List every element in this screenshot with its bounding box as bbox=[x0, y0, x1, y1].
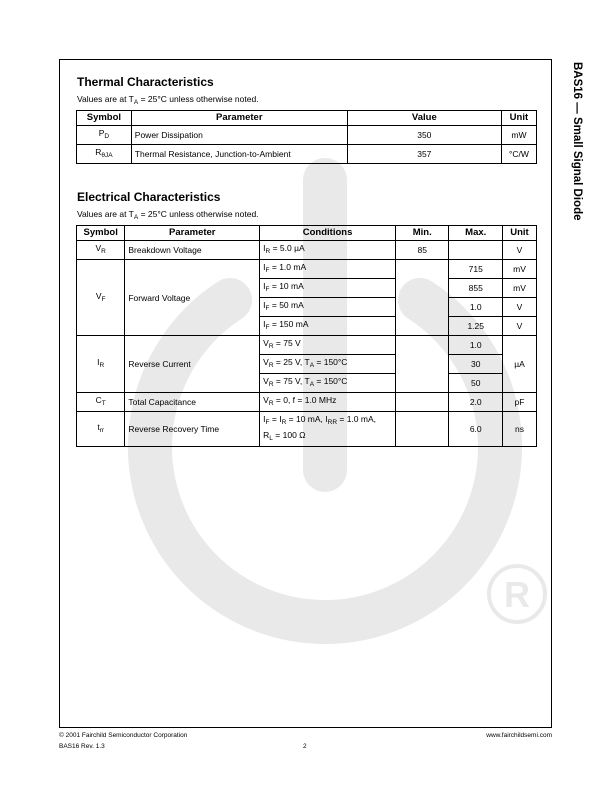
symbol-cell: $C_T$ bbox=[77, 393, 125, 412]
conditions-cell: $V_R = 25$ V, $T_A = 150^\circ C$ bbox=[260, 355, 396, 374]
col-min: Min. bbox=[395, 226, 449, 241]
min-cell bbox=[395, 336, 449, 393]
min-cell: 85 bbox=[395, 241, 449, 260]
max-cell: 715 bbox=[449, 260, 503, 279]
footer-page-number: 2 bbox=[303, 743, 307, 750]
conditions-cell: $I_R = 5.0$ µA bbox=[260, 241, 396, 260]
parameter-cell: Total Capacitance bbox=[125, 393, 260, 412]
col-parameter: Parameter bbox=[131, 111, 347, 126]
symbol-cell: $V_R$ bbox=[77, 241, 125, 260]
max-cell: 1.25 bbox=[449, 317, 503, 336]
thermal-note: Values are at $T_A = 25^\circ C$ unless otherwise noted. bbox=[77, 94, 259, 106]
symbol-cell: $R_{\theta JA}$ bbox=[77, 145, 132, 164]
unit-cell: °C/W bbox=[501, 145, 536, 164]
max-cell: 6.0 bbox=[449, 412, 503, 447]
footer-copyright: © 2001 Fairchild Semiconductor Corporation bbox=[59, 732, 188, 739]
symbol-cell: $V_F$ bbox=[77, 260, 125, 336]
svg-text:R: R bbox=[504, 574, 530, 615]
max-cell: 30 bbox=[449, 355, 503, 374]
symbol-cell: $t_{rr}$ bbox=[77, 412, 125, 447]
conditions-cell: $I_F = 50$ mA bbox=[260, 298, 396, 317]
conditions-cell: $V_R = 75$ V bbox=[260, 336, 396, 355]
parameter-cell: Thermal Resistance, Junction-to-Ambient bbox=[131, 145, 347, 164]
thermal-header-row bbox=[77, 111, 537, 126]
table-row bbox=[77, 126, 537, 145]
parameter-cell: Power Dissipation bbox=[131, 126, 347, 145]
conditions-cell: $I_F = 150$ mA bbox=[260, 317, 396, 336]
value-cell: 350 bbox=[347, 126, 501, 145]
conditions-cell: $I_F = 10$ mA bbox=[260, 279, 396, 298]
symbol-cell: $P_D$ bbox=[77, 126, 132, 145]
unit-cell: mW bbox=[501, 126, 536, 145]
col-symbol: Symbol bbox=[77, 111, 132, 126]
value-cell: 357 bbox=[347, 145, 501, 164]
electrical-title: Electrical Characteristics bbox=[77, 190, 221, 204]
unit-cell: mV bbox=[502, 260, 536, 279]
max-cell: 855 bbox=[449, 279, 503, 298]
col-symbol: Symbol bbox=[77, 226, 125, 241]
max-cell: 50 bbox=[449, 374, 503, 393]
unit-cell: V bbox=[502, 317, 536, 336]
footer-revision: BAS16 Rev. 1.3 bbox=[59, 743, 105, 750]
footer-website-link[interactable]: www.fairchildsemi.com bbox=[486, 732, 552, 739]
col-max: Max. bbox=[449, 226, 503, 241]
parameter-cell: Forward Voltage bbox=[125, 260, 260, 336]
col-unit: Unit bbox=[502, 226, 536, 241]
unit-cell: pF bbox=[502, 393, 536, 412]
electrical-table bbox=[76, 225, 537, 447]
table-row bbox=[77, 241, 537, 260]
min-cell bbox=[395, 412, 449, 447]
parameter-cell: Breakdown Voltage bbox=[125, 241, 260, 260]
table-row bbox=[77, 145, 537, 164]
max-cell: 1.0 bbox=[449, 336, 503, 355]
table-row bbox=[77, 260, 537, 279]
col-parameter: Parameter bbox=[125, 226, 260, 241]
parameter-cell: Reverse Current bbox=[125, 336, 260, 393]
unit-cell: mV bbox=[502, 279, 536, 298]
thermal-title: Thermal Characteristics bbox=[77, 75, 214, 89]
max-cell: 2.0 bbox=[449, 393, 503, 412]
max-cell: 1.0 bbox=[449, 298, 503, 317]
unit-cell: V bbox=[502, 241, 536, 260]
side-title-text: BAS16 — Small Signal Diode bbox=[571, 62, 583, 221]
max-cell bbox=[449, 241, 503, 260]
unit-cell: µA bbox=[502, 336, 536, 393]
table-row bbox=[77, 412, 537, 447]
table-row bbox=[77, 336, 537, 355]
table-row bbox=[77, 393, 537, 412]
conditions-cell: $V_R = 75$ V, $T_A = 150^\circ C$ bbox=[260, 374, 396, 393]
symbol-cell: $I_R$ bbox=[77, 336, 125, 393]
document-side-title bbox=[567, 62, 583, 262]
col-unit: Unit bbox=[501, 111, 536, 126]
min-cell bbox=[395, 393, 449, 412]
col-value: Value bbox=[347, 111, 501, 126]
electrical-note: Values are at $T_A = 25^\circ C$ unless otherwise noted. bbox=[77, 209, 259, 221]
thermal-table bbox=[76, 110, 537, 164]
col-conditions: Conditions bbox=[260, 226, 396, 241]
unit-cell: V bbox=[502, 298, 536, 317]
parameter-cell: Reverse Recovery Time bbox=[125, 412, 260, 447]
min-cell bbox=[395, 260, 449, 336]
unit-cell: ns bbox=[502, 412, 536, 447]
electrical-header-row bbox=[77, 226, 537, 241]
conditions-cell: $I_F = 1.0$ mA bbox=[260, 260, 396, 279]
conditions-cell: $I_F = I_R = 10$ mA, $I_{RR} = 1.0$ mA, $R_L = 100$ Ω bbox=[260, 412, 396, 447]
conditions-cell: $V_R = 0$, f = 1.0 MHz bbox=[260, 393, 396, 412]
